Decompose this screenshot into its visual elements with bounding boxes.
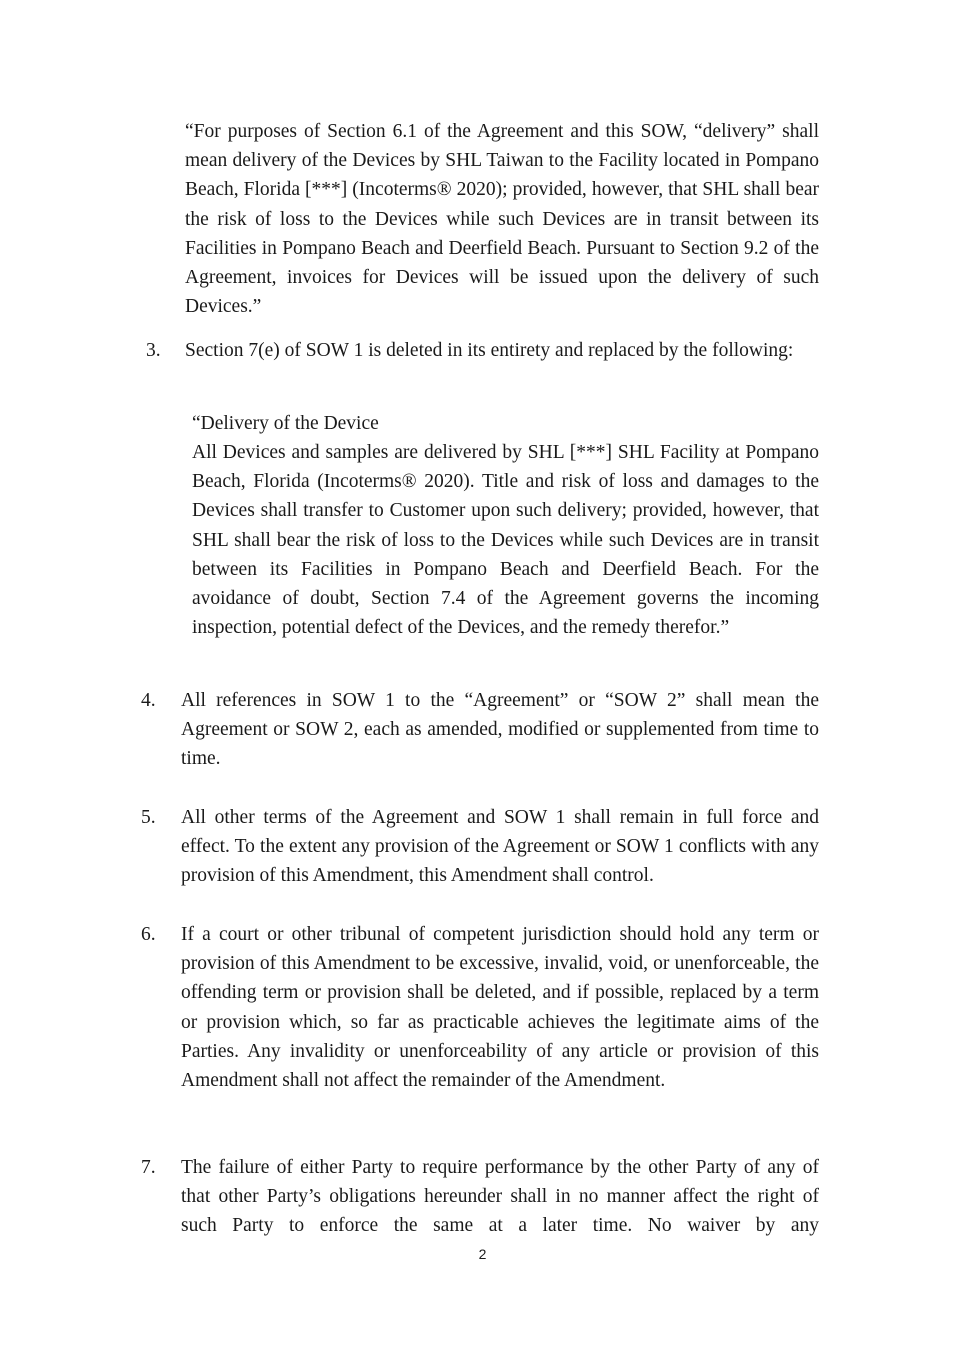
item-4-number: 4. <box>141 690 156 711</box>
item-3-number: 3. <box>146 340 161 361</box>
page-number: 2 <box>478 1246 487 1262</box>
sow-delivery-quote: “For purposes of Section 6.1 of the Agreement and this SOW, “delivery” shall mean delivery of the Devices by SHL Taiwan to the Facility located in Pompano Beach, Florida [***] (Incoterms® 2020); provided, however, that SHL shall bear the risk of loss to the Devices while such Devices are in transit between its Facilities in Pompano Beach and Deerfield Beach. Pursuant to Section 9.2 of the Agreement, invoices for Devices will be issued upon the delivery of such Devices.” <box>185 121 819 318</box>
item-3-quote-body: All Devices and samples are delivered by SHL [***] SHL Facility at Pompano Beach, Florida (Incoterms® 2020). Title and risk of loss and damages to the Devices shall transfer to Customer upon such delivery; provided, however, that SHL shall bear the risk of loss to the Devices while such Devices are in transit between its Facilities in Pompano Beach and Deerfield Beach. For the avoidance of doubt, Section 7.4 of the Agreement governs the incoming inspection, potential defect of the Devices, and the remedy therefor.” <box>192 442 819 639</box>
item-3-text: Section 7(e) of SOW 1 is deleted in its entirety and replaced by the following: <box>185 340 794 361</box>
item-7-number: 7. <box>141 1157 156 1178</box>
item-6-text: If a court or other tribunal of competent jurisdiction should hold any term or provision of this Amendment to be excessive, invalid, void, or unenforceable, the offending term or provision shall be deleted, and if possible, replaced by a term or provision which, so far as practicable achieves the legitimate aims of the Parties. Any invalidity or unenforceability of any article or provision of this Amendment shall not affect the remainder of the Amendment. <box>181 924 819 1092</box>
item-4-text: All references in SOW 1 to the “Agreement” or “SOW 2” shall mean the Agreement or SOW 2, each as amended, modified or supplemented from time to time. <box>181 690 819 770</box>
item-5-text: All other terms of the Agreement and SOW 1 shall remain in full force and effect. To the extent any provision of the Agreement or SOW 1 conflicts with any provision of this Amendment, this Amendment shall control. <box>181 807 819 887</box>
item-5-number: 5. <box>141 807 156 828</box>
item-7-text: The failure of either Party to require performance by the other Party of any of that other Party’s obligations hereunder shall in no manner affect the right of such Party to enforce the same at a later time. No waiver by any <box>181 1157 819 1237</box>
item-3-quote-title: “Delivery of the Device <box>192 413 379 434</box>
item-6-number: 6. <box>141 924 156 945</box>
